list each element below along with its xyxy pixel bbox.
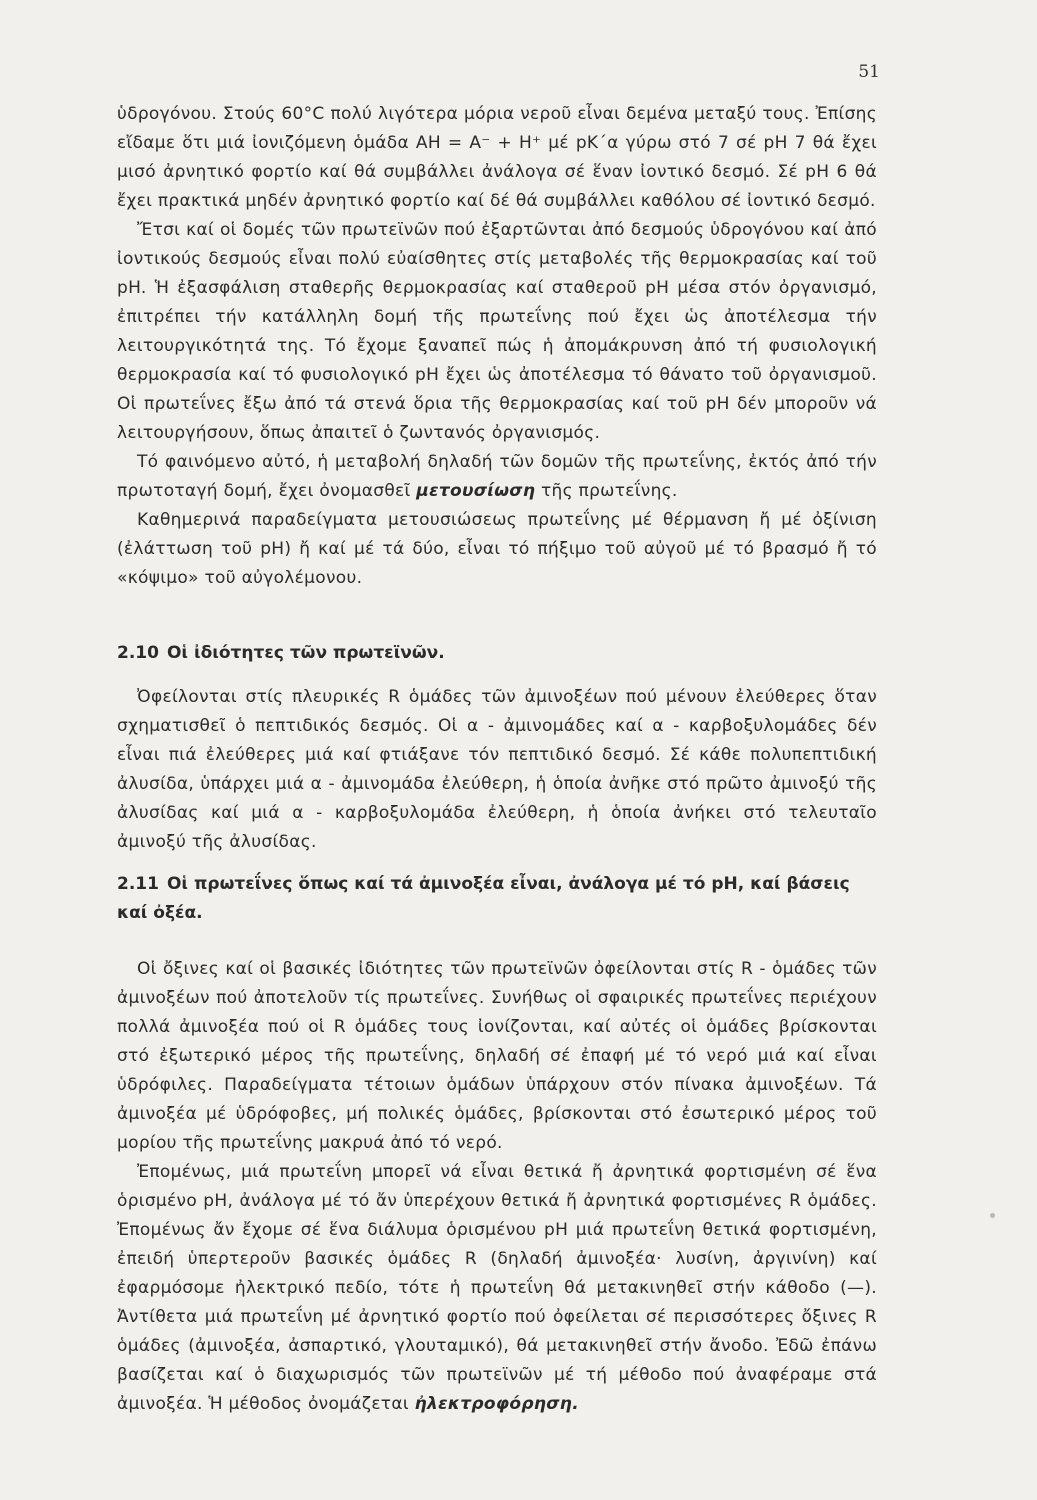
paragraph: [117, 1158, 877, 1419]
section-number: 2.11: [117, 874, 159, 894]
paragraph: ὑδρογόνου. Στούς 60°C πολύ λιγότερα μόρια νεροῦ εἶναι δεμένα μεταξύ τους. Ἐπίσης εἴδαμε ὅτι μιά ἰονιζόμενη ὁμάδα AH = A⁻ + H⁺ μέ pK΄α γύρω στό 7 σέ pH 7 θά ἔχει μισό ἀρνητικό φορτίο καί θά συμβάλλει ἀνάλογα σέ ἕναν ἰοντικό δεσμό. Σέ pH 6 θά ἔχει πρακτικά μηδέν ἀρνητικό φορτίο καί δέ θά συμβάλλει καθόλου σέ ἰοντικό δεσμό.: [117, 104, 877, 211]
paragraph-text: τῆς πρωτεΐνης.: [535, 481, 678, 501]
section-2-10-text: [117, 683, 877, 857]
term-electrophoresis: ἠλεκτροφόρηση.: [414, 1394, 579, 1414]
section-title: Οἱ ἰδιότητες τῶν πρωτεϊνῶν.: [166, 643, 445, 663]
page-number: 51: [858, 62, 880, 82]
scan-speck: [990, 1213, 995, 1218]
section-2-11-text: [117, 955, 877, 1419]
section-heading-2-11: [117, 870, 877, 928]
paragraph-text: Ἐπομένως, μιά πρωτεΐνη μπορεῖ νά εἶναι θετικά ἤ ἀρνητικά φορτισμένη σέ ἕνα ὁρισμένο pH, ἀνάλογα μέ τό ἄν ὑπερέχουν θετικά ἤ ἀρνητικά φορτισμένες R ὁμάδες. Ἐπομένως ἄν ἔχομε σέ ἕνα διάλυμα ὁρισμένου pH μιά πρωτεΐνη θετικά φορτισμένη, ἐπειδή ὑπερτεροῦν βασικές ὁμάδες R (δηλαδή ἀμινοξέα· λυσίνη, ἀργινίνη) καί ἐφαρμόσομε ἠλεκτρικό πεδίο, τότε ἡ πρωτεΐνη θά μετακινηθεῖ στήν κάθοδο (—). Ἀντίθετα μιά πρωτεΐνη μέ ἀρνητικό φορτίο πού ὀφείλεται σέ περισσότερες ὄξινες R ὁμάδες (ἀμινοξέα, ἀσπαρτικό, γλουταμικό), θά μετακινηθεῖ στήν ἄνοδο. Ἐδῶ ἐπάνω βασίζεται καί ὁ διαχωρισμός τῶν πρωτεϊνῶν μέ τή μέθοδο πού ἀναφέραμε στά ἀμινοξέα. Ἡ μέθοδος ὀνομάζεται: [117, 1162, 877, 1414]
paragraph: [117, 448, 877, 506]
intro-text: [117, 100, 877, 593]
section-number: 2.10: [117, 643, 159, 663]
paragraph-text: Τό φαινόμενο αὐτό, ἡ μεταβολή δηλαδή τῶν δομῶν τῆς πρωτεΐνης, ἐκτός ἀπό τήν πρωτοταγή δομή, ἔχει ὀνομασθεῖ: [117, 452, 877, 501]
term-denaturation: μετουσίωση: [416, 481, 536, 501]
section-title: Οἱ πρωτεΐνες ὅπως καί τά ἀμινοξέα εἶναι, ἀνάλογα μέ τό pH, καί βάσεις καί ὀξέα.: [117, 874, 850, 923]
paragraph: Ὀφείλονται στίς πλευρικές R ὁμάδες τῶν ἀμινοξέων πού μένουν ἐλεύθερες ὅταν σχηματισθεῖ ὁ πεπτιδικός δεσμός. Οἱ α - ἀμινομάδες καί α - καρβοξυλομάδες δέν εἶναι πιά ἐλεύθερες μιά καί φτιάξανε τόν πεπτιδικό δεσμό. Σέ κάθε πολυπεπτιδική ἀλυσίδα, ὑπάρχει μιά α - ἀμινομάδα ἐλεύθερη, ἡ ὁποία ἀνῆκε στό πρῶτο ἀμινοξύ τῆς ἀλυσίδας καί μιά α - καρβοξυλομάδα ἐλεύθερη, ἡ ὁποία ἀνήκει στό τελευταῖο ἀμινοξύ τῆς ἀλυσίδας.: [117, 687, 877, 852]
paragraph: Οἱ ὄξινες καί οἱ βασικές ἰδιότητες τῶν πρωτεϊνῶν ὀφείλονται στίς R - ὁμάδες τῶν ἀμινοξέων πού ἀποτελοῦν τίς πρωτεΐνες. Συνήθως οἱ σφαιρικές πρωτεΐνες περιέχουν πολλά ἀμινοξέα πού οἱ R ὁμάδες τους ἰονίζονται, καί αὐτές οἱ ὁμάδες βρίσκονται στό ἐξωτερικό μέρος τῆς πρωτεΐνης, δηλαδή σέ ἐπαφή μέ τό νερό μιά καί εἶναι ὑδρόφιλες. Παραδείγματα τέτοιων ὁμάδων ὑπάρχουν στόν πίνακα ἀμινοξέων. Τά ἀμινοξέα μέ ὑδρόφοβες, μή πολικές ὁμάδες, βρίσκονται στό ἐσωτερικό μέρος τοῦ μορίου τῆς πρωτεΐνης μακρυά ἀπό τό νερό.: [117, 959, 877, 1153]
paragraph: Ἔτσι καί οἱ δομές τῶν πρωτεϊνῶν πού ἐξαρτῶνται ἀπό δεσμούς ὑδρογόνου καί ἀπό ἰοντικούς δεσμούς εἶναι πολύ εὐαίσθητες στίς μεταβολές τῆς θερμοκρασίας καί τοῦ pH. Ἡ ἐξασφάλιση σταθερῆς θερμοκρασίας καί σταθεροῦ pH μέσα στόν ὀργανισμό, ἐπιτρέπει τήν κατάλληλη δομή τῆς πρωτεΐνης πού ἔχει ὡς ἀποτέλεσμα τήν λειτουργικότητά της. Τό ἔχομε ξαναπεῖ πώς ἡ ἀπομάκρυνση ἀπό τή φυσιολογική θερμοκρασία καί τό φυσιολογικό pH ἔχει ὡς ἀποτέλεσμα τό θάνατο τοῦ ὀργανισμοῦ. Οἱ πρωτεΐνες ἔξω ἀπό τά στενά ὅρια τῆς θερμοκρασίας καί τοῦ pH δέν μποροῦν νά λειτουργήσουν, ὅπως ἀπαιτεῖ ὁ ζωντανός ὀργανισμός.: [117, 220, 877, 443]
section-heading-2-10: [117, 639, 877, 668]
paragraph: Καθημερινά παραδείγματα μετουσιώσεως πρωτεΐνης μέ θέρμανση ἤ μέ ὀξίνιση (ἐλάττωση τοῦ pH) ἤ καί μέ τά δύο, εἶναι τό πήξιμο τοῦ αὐγοῦ μέ τό βρασμό ἤ τό «κόψιμο» τοῦ αὐγολέμονου.: [117, 510, 877, 588]
